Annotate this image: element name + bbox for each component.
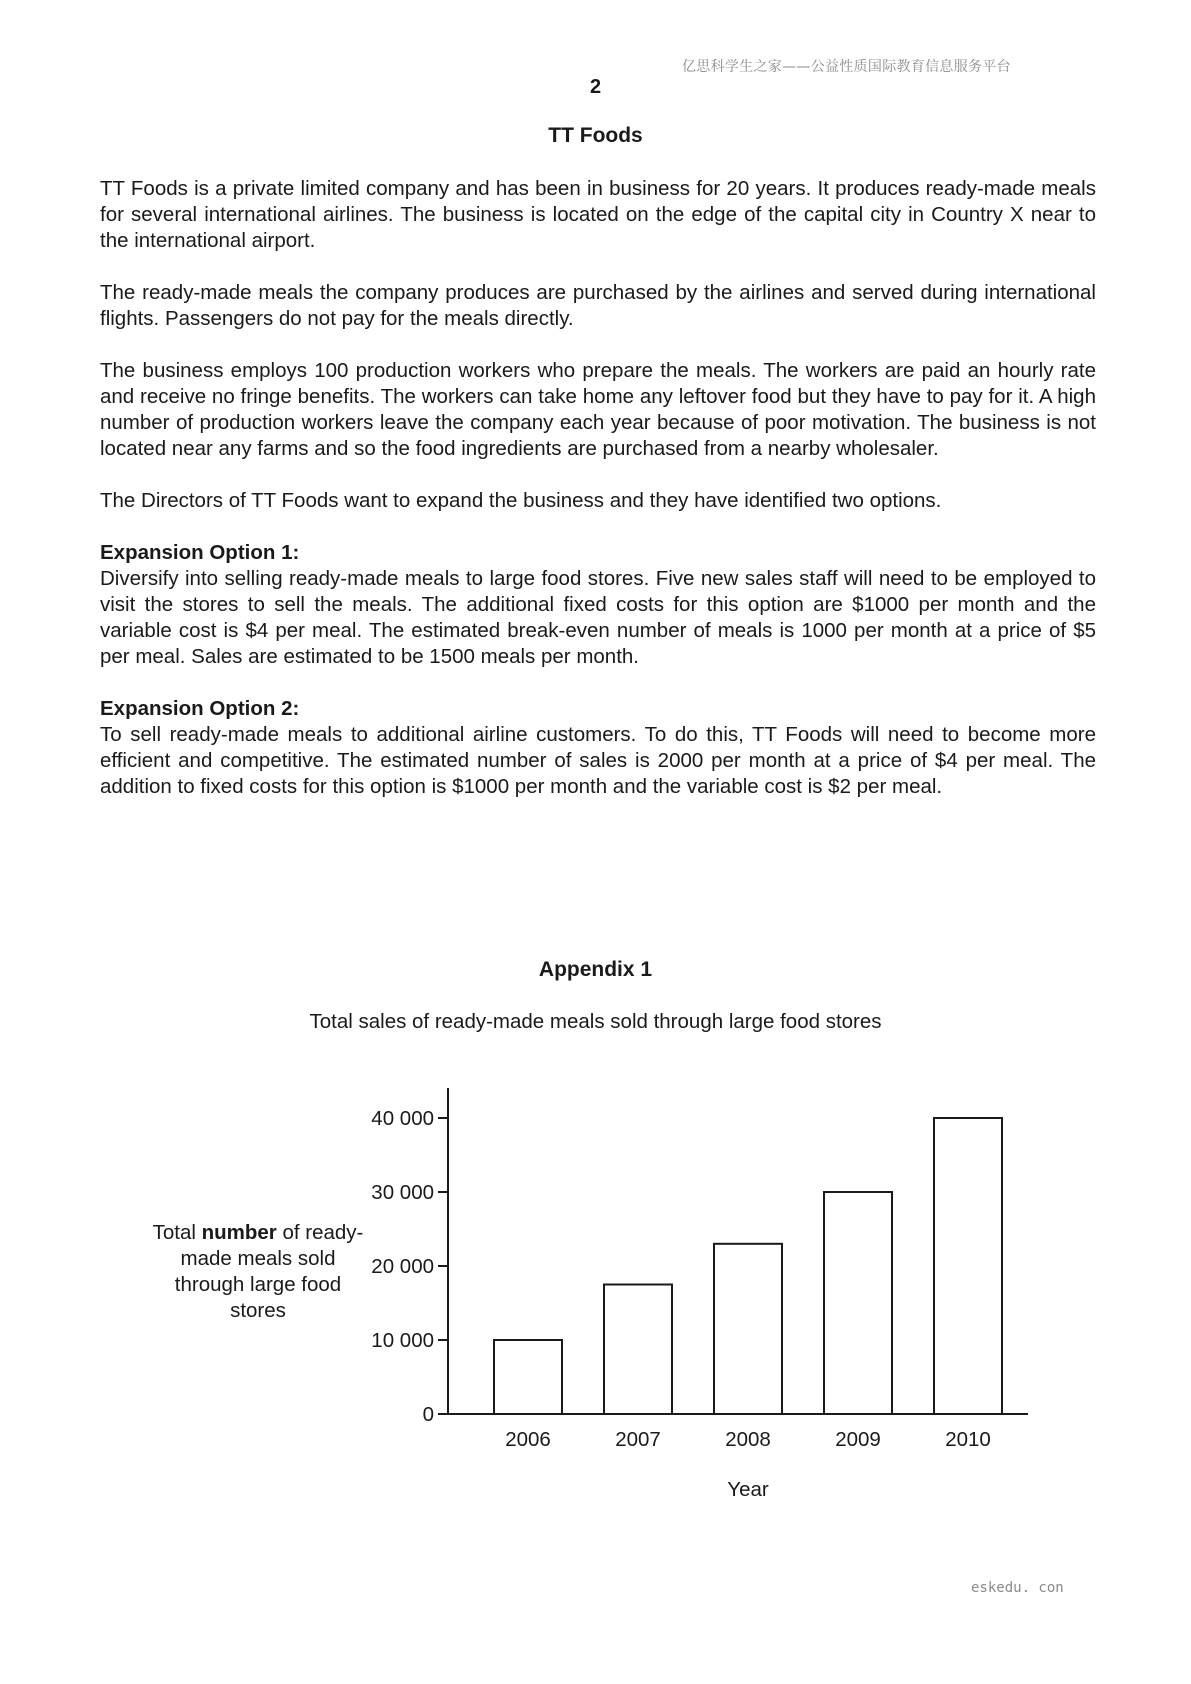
y-tick-label: 0 (422, 1403, 434, 1426)
paragraph-directors: The Directors of TT Foods want to expand the business and they have identified two options. (100, 489, 942, 512)
paragraph-workers: The business employs 100 production workers who prepare the meals. The workers are paid an hourly rate and receive no fringe benefits. The workers can take home any leftover food but they have to pay for it. A high number of production workers leave the company each year because of poor motivation. The business is not located near any farms and so the food ingredients are purchased from a nearby wholesaler. (100, 359, 1096, 460)
option-1-heading: Expansion Option 1: (100, 541, 300, 564)
y-tick-label: 20 000 (371, 1255, 434, 1278)
option-2-text: To sell ready-made meals to additional airline customers. To do this, TT Foods will need to become more efficient and competitive. The estimated number of sales is 2000 per month at a price of $4 per meal. The addition to fixed costs for this option is $1000 per month and the variable cost is $2 per meal. (100, 723, 1096, 798)
case-study-body (100, 176, 1096, 826)
page-number: 2 (589, 76, 602, 98)
y-axis-label (150, 1220, 366, 1324)
paragraph-intro: TT Foods is a private limited company and has been in business for 20 years. It produces ready-made meals for several international airlines. The business is located on the edge of the capital city in Country X near to the international airport. (100, 177, 1096, 252)
x-tick-label: 2006 (505, 1428, 551, 1451)
bar-2009 (824, 1192, 892, 1414)
bar-2007 (604, 1285, 672, 1415)
document-title: TT Foods (548, 124, 643, 147)
chart-title: Total sales of ready-made meals sold through large food stores (309, 1010, 882, 1033)
bar-2006 (494, 1340, 562, 1414)
appendix-title: Appendix 1 (538, 958, 653, 981)
bar-2010 (934, 1118, 1002, 1414)
x-tick-label: 2010 (945, 1428, 991, 1451)
y-axis-label-start: Total (152, 1221, 202, 1244)
option-1-text: Diversify into selling ready-made meals to large food stores. Five new sales staff will need to be employed to visit the stores to sell the meals. The additional fixed costs for this option are $1000 per month and the variable cost is $4 per meal. The estimated break-even number of meals is 1000 per month at a price of $5 per meal. Sales are estimated to be 1500 meals per month. (100, 567, 1096, 668)
y-tick-label: 40 000 (371, 1107, 434, 1130)
paragraph-customers: The ready-made meals the company produces are purchased by the airlines and served during international flights. Passengers do not pay for the meals directly. (100, 281, 1096, 330)
x-tick-label: 2007 (615, 1428, 661, 1451)
y-tick-label: 10 000 (371, 1329, 434, 1352)
option-2-heading: Expansion Option 2: (100, 697, 300, 720)
watermark-bottom: eskedu. con (971, 1580, 1064, 1596)
bar-2008 (714, 1244, 782, 1414)
y-axis-label-end: of ready-made meals sold through large food stores (174, 1221, 364, 1322)
watermark-top: 亿思科学生之家——公益性质国际教育信息服务平台 (682, 59, 1011, 75)
y-axis-label-bold: number (201, 1221, 277, 1244)
x-axis-label: Year (727, 1478, 769, 1501)
x-tick-label: 2008 (725, 1428, 771, 1451)
y-tick-label: 30 000 (371, 1181, 434, 1204)
x-tick-label: 2009 (835, 1428, 881, 1451)
